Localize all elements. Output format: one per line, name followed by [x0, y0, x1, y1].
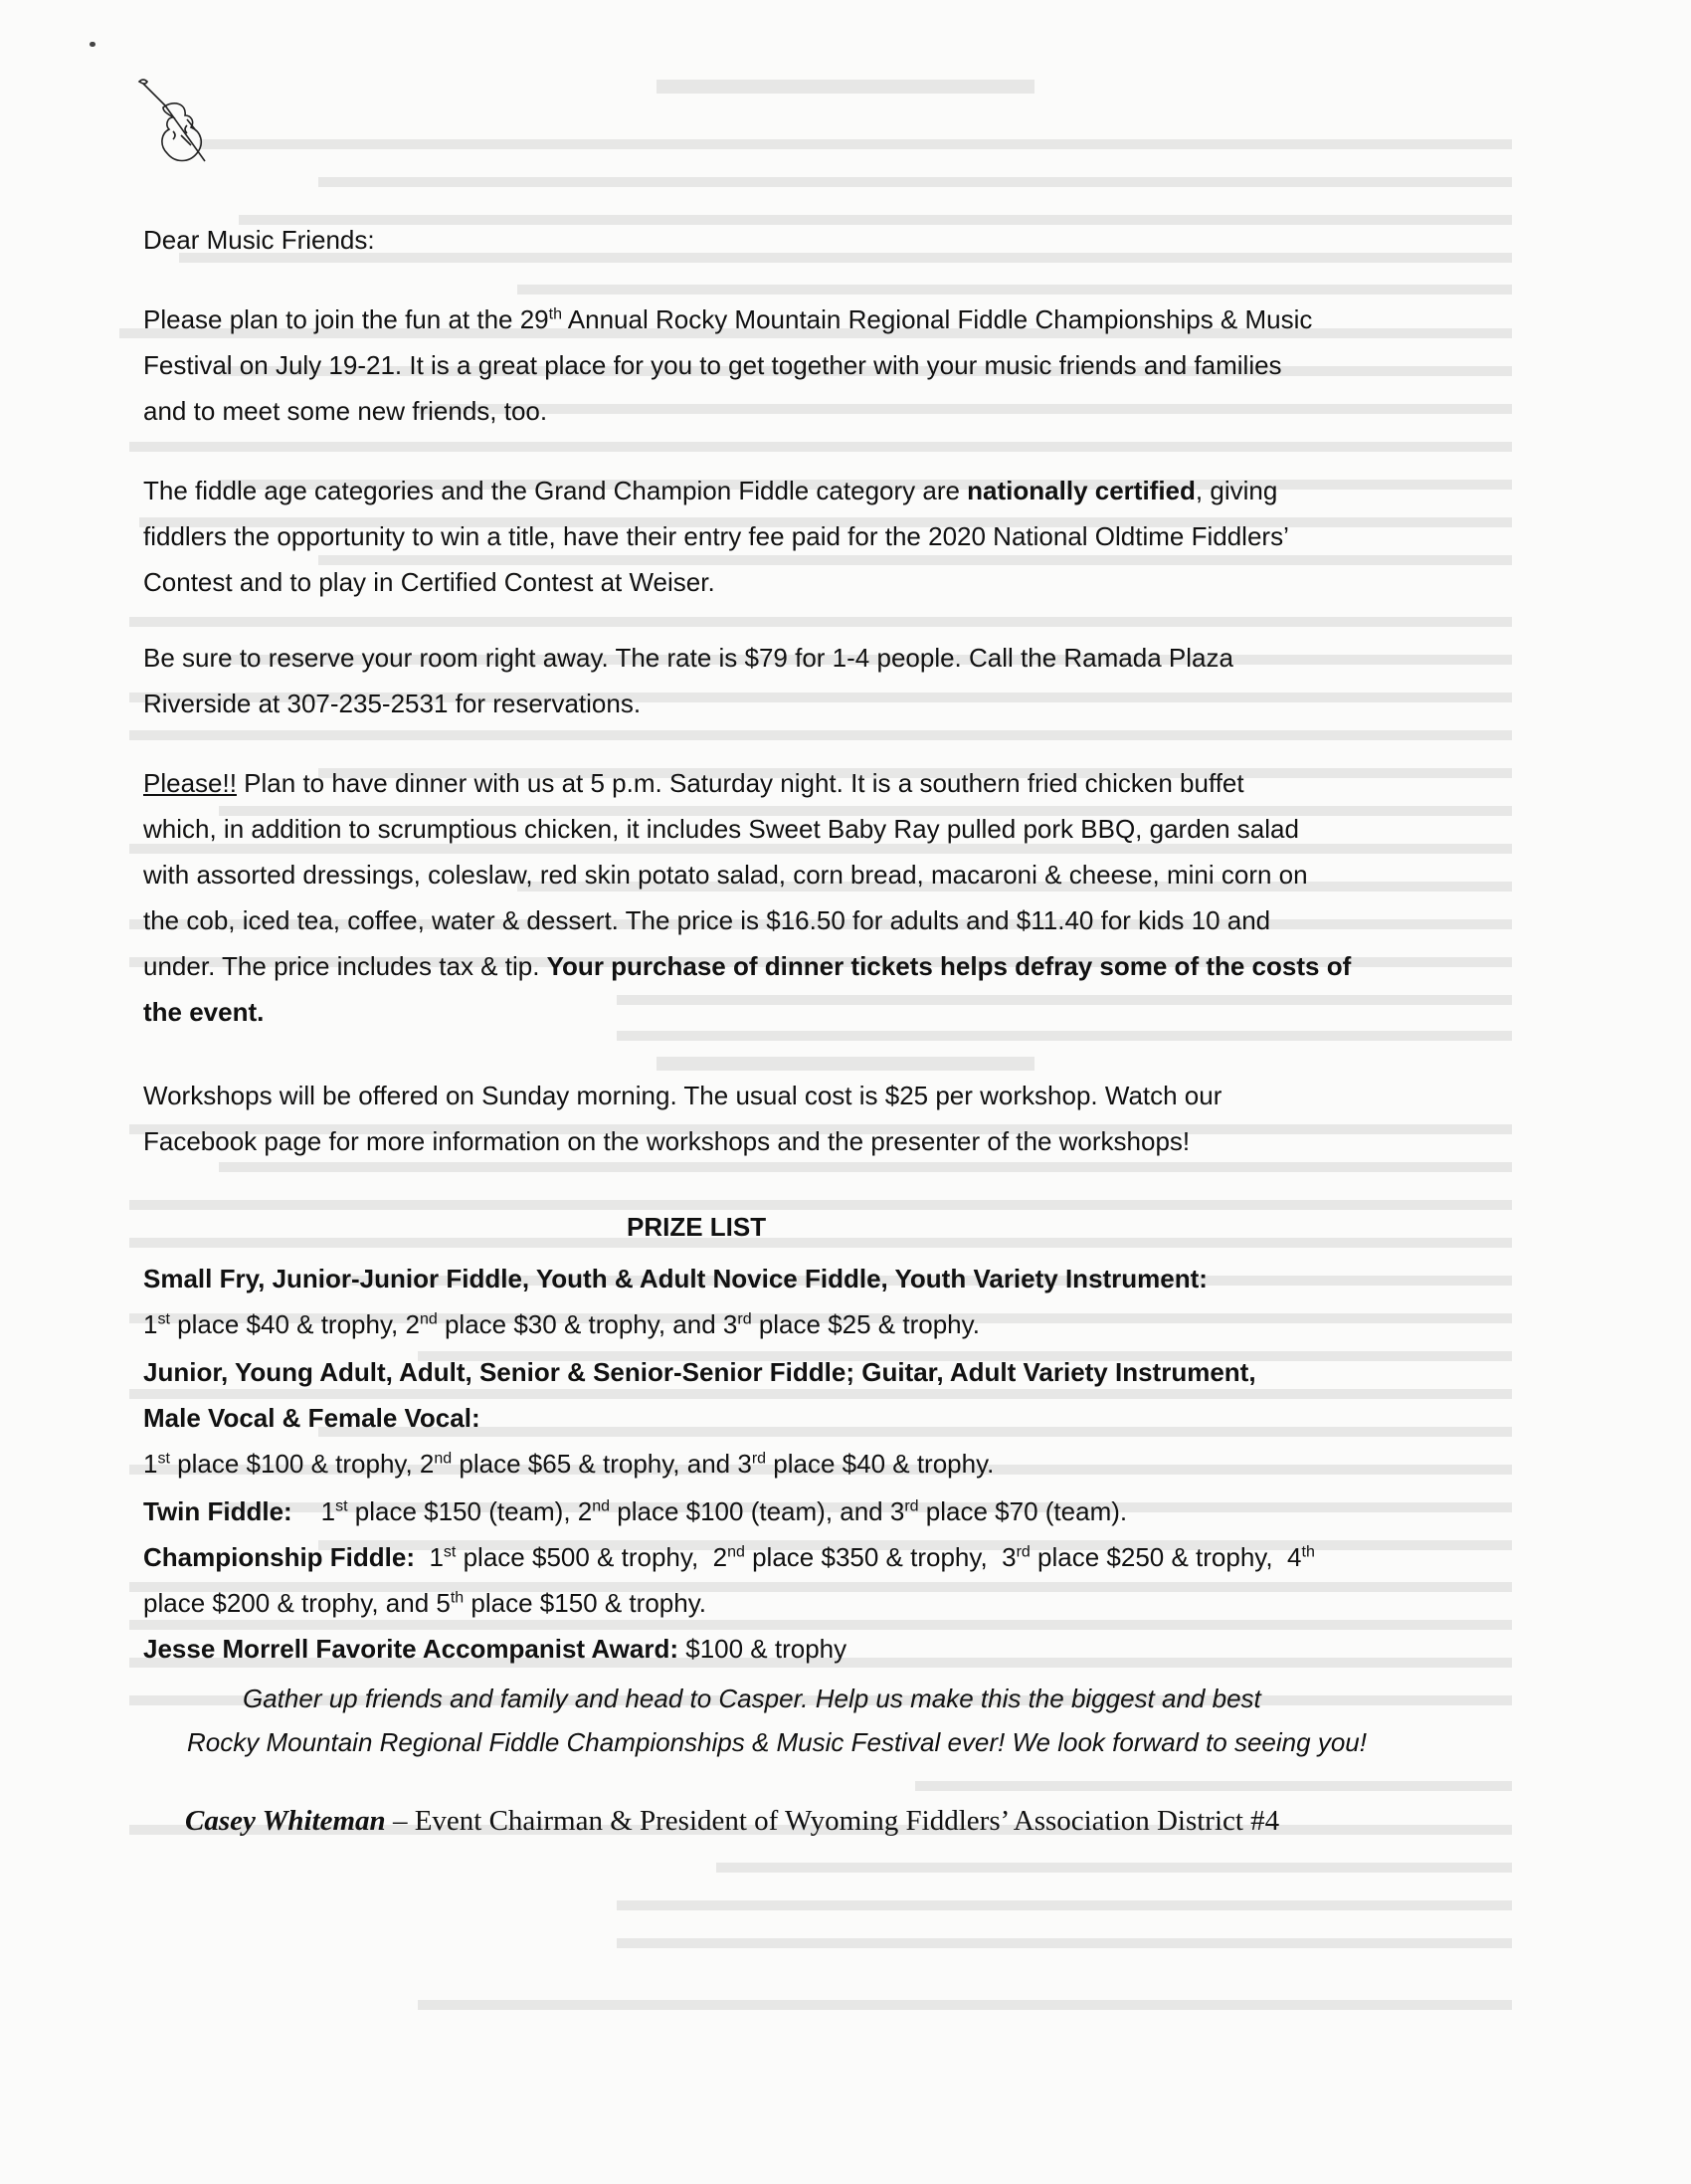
ordinal-suffix: nd: [419, 1310, 438, 1328]
prize-text: place $350 & trophy, 3: [744, 1542, 1017, 1572]
prize-text: place $100 & trophy, 2: [169, 1449, 435, 1479]
dinner-emphasis: Your purchase of dinner tickets helps defray some of the costs of: [546, 951, 1352, 981]
violin-icon: [135, 76, 225, 175]
ordinal-suffix: st: [443, 1543, 457, 1561]
dinner-paragraph-line: [143, 760, 1244, 807]
prize-amounts: [143, 1301, 980, 1348]
closing-line: Rocky Mountain Regional Fiddle Championships & Music Festival ever! We look forward to seeing you!: [187, 1727, 1367, 1757]
prize-text: place $25 & trophy.: [751, 1309, 980, 1339]
prize-text: place $250 & trophy, 4: [1030, 1542, 1302, 1572]
certification-paragraph-line: fiddlers the opportunity to win a title, have their entry fee paid for the 2020 National Oldtime Fiddlers’: [143, 521, 1289, 551]
please-emphasis: Please!!: [143, 768, 237, 798]
prize-text: place $100 (team), and 3: [610, 1496, 905, 1526]
twin-fiddle-prizes: [143, 1489, 1127, 1535]
workshops-paragraph-line: Workshops will be offered on Sunday morning. The usual cost is $25 per workshop. Watch our: [143, 1081, 1222, 1110]
prize-text: place $30 & trophy, and 3: [437, 1309, 738, 1339]
prize-text: place $65 & trophy, and 3: [452, 1449, 752, 1479]
prize-text: place $150 & trophy.: [464, 1588, 706, 1618]
intro-text: Please plan to join the fun at the 29: [143, 304, 549, 334]
dinner-emphasis: the event.: [143, 997, 265, 1027]
workshops-paragraph-line: Facebook page for more information on the workshops and the presenter of the workshops!: [143, 1126, 1191, 1156]
dinner-paragraph-line: the cob, iced tea, coffee, water & dessert. The price is $16.50 for adults and $11.40 for kids 10 and: [143, 905, 1271, 935]
certification-text: , giving: [1195, 476, 1278, 505]
dinner-paragraph-line: [143, 943, 1351, 990]
ordinal-suffix: st: [157, 1450, 170, 1468]
prize-list-title: PRIZE LIST: [627, 1212, 767, 1242]
prize-amounts: [143, 1441, 994, 1488]
signature-line: [185, 1805, 1279, 1838]
certification-text: The fiddle age categories and the Grand Champion Fiddle category are: [143, 476, 968, 505]
intro-paragraph-line: Festival on July 19-21. It is a great place for you to get together with your music friends and families: [143, 350, 1282, 380]
championship-fiddle-prizes: [143, 1580, 706, 1627]
dinner-text: Plan to have dinner with us at 5 p.m. Saturday night. It is a southern fried chicken buffet: [236, 768, 1244, 798]
prize-text: place $150 (team), 2: [347, 1496, 593, 1526]
prize-text: 1: [415, 1542, 444, 1572]
prize-text: place $40 & trophy, 2: [169, 1309, 420, 1339]
ordinal-suffix: rd: [751, 1450, 767, 1468]
prize-text: 1: [143, 1309, 158, 1339]
ordinal-suffix: st: [335, 1497, 348, 1515]
prize-group-heading: [143, 1395, 480, 1442]
lodging-paragraph-line: Riverside at 307-235-2531 for reservations.: [143, 689, 642, 718]
prize-text: 1: [291, 1496, 336, 1526]
signature-title: – Event Chairman & President of Wyoming Fiddlers’ Association District #4: [385, 1805, 1280, 1837]
intro-paragraph-line: and to meet some new friends, too.: [143, 396, 548, 426]
lodging-paragraph-line: Be sure to reserve your room right away. The rate is $79 for 1-4 people. Call the Ramada Plaza: [143, 643, 1233, 673]
accompanist-award-label: Jesse Morrell Favorite Accompanist Award:: [143, 1634, 679, 1664]
ordinal-suffix: rd: [1016, 1543, 1031, 1561]
prize-group-heading-text: Junior, Young Adult, Adult, Senior & Senior-Senior Fiddle; Guitar, Adult Variety Instrument,: [143, 1357, 1256, 1387]
prize-text: place $70 (team).: [918, 1496, 1128, 1526]
intro-text: Annual Rocky Mountain Regional Fiddle Championships & Music: [561, 304, 1313, 334]
ordinal-suffix: th: [548, 305, 562, 323]
accompanist-award: [143, 1626, 846, 1673]
dinner-text: under. The price includes tax & tip.: [143, 951, 547, 981]
prize-text: place $200 & trophy, and 5: [143, 1588, 451, 1618]
twin-fiddle-label: Twin Fiddle:: [143, 1496, 292, 1526]
prize-text: place $500 & trophy, 2: [456, 1542, 728, 1572]
certification-paragraph-line: [143, 468, 1277, 514]
dinner-paragraph-line: [143, 989, 264, 1036]
championship-fiddle-prizes: [143, 1534, 1315, 1581]
ordinal-suffix: nd: [727, 1543, 745, 1561]
ordinal-suffix: rd: [737, 1310, 752, 1328]
certification-paragraph-line: Contest and to play in Certified Contest at Weiser.: [143, 567, 715, 597]
signature-name: Casey Whiteman: [185, 1805, 386, 1837]
ordinal-suffix: th: [1301, 1543, 1315, 1561]
prize-group-heading: [143, 1256, 1208, 1302]
nationally-certified-emphasis: nationally certified: [967, 476, 1196, 505]
championship-fiddle-label: Championship Fiddle:: [143, 1542, 415, 1572]
prize-group-heading: [143, 1349, 1256, 1396]
prize-text: place $40 & trophy.: [766, 1449, 995, 1479]
prize-text: $100 & trophy: [678, 1634, 847, 1664]
ordinal-suffix: th: [450, 1589, 465, 1607]
scan-speck: [90, 42, 95, 47]
ordinal-suffix: nd: [434, 1450, 453, 1468]
closing-line: Gather up friends and family and head to Casper. Help us make this the biggest and best: [243, 1684, 1261, 1713]
ordinal-suffix: st: [157, 1310, 170, 1328]
prize-group-heading-text: Small Fry, Junior-Junior Fiddle, Youth & Adult Novice Fiddle, Youth Variety Instrument:: [143, 1264, 1208, 1293]
intro-paragraph-line: [143, 297, 1312, 343]
dinner-paragraph-line: with assorted dressings, coleslaw, red skin potato salad, corn bread, macaroni & cheese, mini corn on: [143, 860, 1308, 890]
dinner-paragraph-line: which, in addition to scrumptious chicken, it includes Sweet Baby Ray pulled pork BBQ, garden salad: [143, 814, 1299, 844]
prize-group-heading-text: Male Vocal & Female Vocal:: [143, 1403, 480, 1433]
ordinal-suffix: nd: [592, 1497, 611, 1515]
greeting: Dear Music Friends:: [143, 225, 375, 255]
prize-text: 1: [143, 1449, 158, 1479]
ordinal-suffix: rd: [904, 1497, 919, 1515]
